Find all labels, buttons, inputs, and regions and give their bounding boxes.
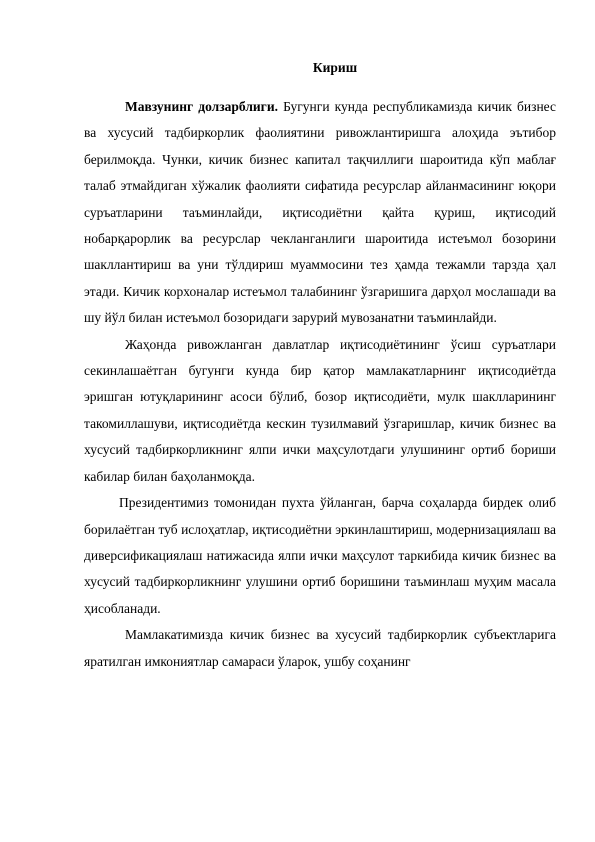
- paragraph-text: Бугунги кунда республикамизда кичик бизнес ва хусусий тадбиркорлик фаолиятини ривожлантиришга алоҳида эътибор берилмоқда. Чунки, кичик бизнес капитал тақчиллиги шароитида кўп маблағ талаб этмайдиган хўжалик фаолияти сифатида ресурслар айланмасининг юқори суръатларини таъминлайди, иқтисодиётни қайта қуриш, иқтисодий нобарқарорлик ва ресурслар чекланганлиги шароитида истеъмол бозорини шакллантириш ва уни тўлдириш муаммосини тез ҳамда тежамли тарзда ҳал этади. Кичик корхоналар истеъмол талабининг ўзгаришига дарҳол мослашади ва шу йўл билан истеъмол бозоридаги зарурий мувозанатни таъминлайди.: [84, 99, 556, 326]
- paragraph-relevance: [84, 94, 556, 332]
- document-page: [84, 58, 556, 675]
- paragraph-reforms: [84, 490, 556, 622]
- paragraph-text: Президентимиз томонидан пухта ўйланган, барча соҳаларда бирдек олиб борилаётган туб ислоҳатлар, иқтисодиётни эркинлаштириш, модернизациялаш ва диверсификациялаш натижасида ялпи ички маҳсулот таркибида кичик бизнес ва хусусий тадбиркорликнинг улушини ортиб боришини таъминлаш муҳим масала ҳисобланади.: [84, 495, 556, 616]
- paragraph-text: Мамлакатимизда кичик бизнес ва хусусий тадбиркорлик субъектларига яратилган имкониятлар самараси ўларок, ушбу соҳанинг: [84, 627, 556, 669]
- document-title: Кириш: [312, 60, 358, 75]
- paragraph-opportunities: [84, 622, 556, 675]
- paragraph-lead-heading: Мавзунинг долзарблиги.: [125, 99, 278, 114]
- paragraph-world-economy: [84, 332, 556, 490]
- paragraph-text: Жаҳонда ривожланган давлатлар иқтисодиётининг ўсиш суръатлари секинлашаётган бугунги кунда бир қатор мамлакатларнинг иқтисодиётда эришган ютуқларининг асоси бўлиб, бозор иқтисодиёти, мулк шаклларининг такомиллашуви, иқтисодиётда кескин тузилмавий ўзгаришлар, кичик бизнес ва хусусий тадбиркорликнинг ялпи ички маҳсулотдаги улушининг ортиб бориши кабилар билан баҳоланмоқда.: [84, 336, 556, 484]
